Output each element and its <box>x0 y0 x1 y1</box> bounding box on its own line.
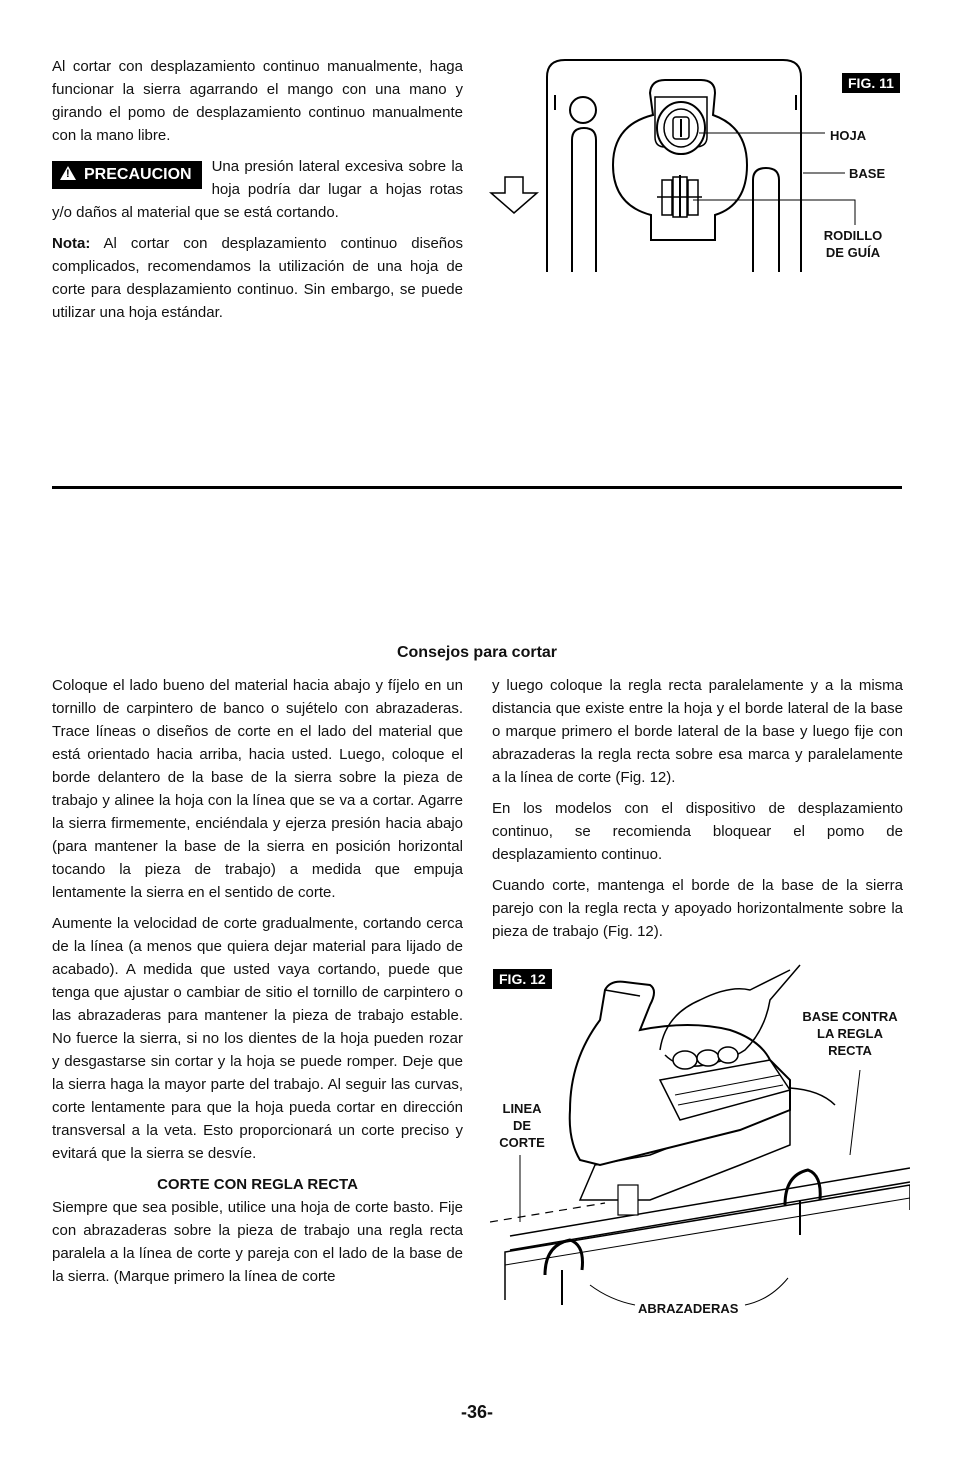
section-divider <box>52 486 902 489</box>
right-paragraph-3: Cuando corte, mantenga el borde de la base de la sierra parejo con la regla recta y apoyado horizontalmente sobre la pieza de trabajo (Fig. 12). <box>492 877 903 940</box>
note-paragraph <box>52 232 463 324</box>
caution-label: PRECAUCION <box>84 166 192 183</box>
label-base-line2: LA REGLA <box>817 1026 883 1041</box>
top-text-column <box>52 55 463 332</box>
caution-text: Una presión lateral excesiva sobre la hoja podría dar lugar a hojas rotas y/o daños al material que se está cortando. <box>52 158 463 221</box>
label-hoja: HOJA <box>830 128 867 143</box>
subheading-straight-edge: CORTE CON REGLA RECTA <box>157 1176 358 1193</box>
left-column <box>52 674 463 1296</box>
figure-12-tag: FIG. 12 <box>493 969 552 989</box>
label-linea-line1: LINEA <box>502 1101 542 1116</box>
left-paragraph-1: Coloque el lado bueno del material hacia abajo y fíjelo en un tornillo de carpintero de banco o sujételo con abrazaderas. Trace líneas o diseños de corte en el lado del material que está orientado hacia arriba, hacia usted. Luego, coloque el borde delantero de la base de la sierra sobre la pieza de trabajo y alinee la hoja con la línea que se va a cortar. Agarre la sierra firmemente, enciéndala y ejerza presión hacia abajo (para mantener la base de la sierra en posición horizontal tocando la pieza de trabajo) a medida que empuja lentamente la sierra en el sentido de corte. <box>52 677 463 901</box>
label-rodillo-line2: DE GUÍA <box>825 245 881 260</box>
figure-12 <box>490 960 910 1320</box>
section-heading: Consejos para cortar <box>396 644 558 661</box>
right-paragraph-2: En los modelos con el dispositivo de desplazamiento continuo, se recomienda bloquear el pomo de desplazamiento continuo. <box>492 800 903 863</box>
label-base-line3: RECTA <box>828 1043 872 1058</box>
label-base-line1: BASE CONTRA <box>802 1009 898 1024</box>
left-paragraph-2: Aumente la velocidad de corte gradualmente, cortando cerca de la línea (a menos que quiera dejar material para lijado de acabado). A medida que usted vaya cortando, puede que tenga que ajustar o cambiar de sitio el tornillo de carpintero o las abrazaderas para mantener la pieza de trabajo estable. No fuerce la sierra, si no los dientes de la hoja pueden rozar y desgastarse sin cortar y la hoja se puede romper. Deje que la sierra haga la mayor parte del trabajo. Al seguir las curvas, corte lentamente para que la hoja pueda cortar en dirección transversal a la veta. Esto proporcionará un corte preciso y evitará que la sierra se desvíe. <box>52 915 463 1162</box>
label-base-contra-regla <box>795 1008 905 1059</box>
left-paragraph-3: Siempre que sea posible, utilice una hoja de corte basto. Fije con abrazaderas sobre la pieza de trabajo una regla recta paralela a la línea de corte y pareja con el lado de la base de la sierra. (Marque primero la línea de corte <box>52 1199 463 1285</box>
down-arrow-icon <box>491 177 537 213</box>
right-paragraph-1: y luego coloque la regla recta paralelamente y a la misma distancia que existe entre la hoja y el borde lateral de la base o marque primero el borde lateral de la base y luego fije con abrazaderas la regla recta sobre esa marca y paralelamente a la línea de corte (Fig. 12). <box>492 677 903 786</box>
label-rodillo-line1: RODILLO <box>823 228 883 243</box>
figure-11 <box>485 55 905 285</box>
note-text: Al cortar con desplazamiento continuo diseños complicados, recomendamos la utilización de una hoja de corte para desplazamiento continuo. Sin embargo, se puede utilizar una hoja estándar. <box>52 235 463 321</box>
label-base: BASE <box>849 166 886 181</box>
label-linea-de-corte <box>492 1100 552 1151</box>
label-linea-line2: DE <box>512 1118 532 1133</box>
caution-block <box>52 155 463 224</box>
label-abrazaderas: ABRAZADERAS <box>638 1301 739 1316</box>
caution-badge <box>52 161 202 189</box>
label-linea-line3: CORTE <box>499 1135 545 1150</box>
right-column <box>492 674 903 951</box>
manual-scroll-paragraph: Al cortar con desplazamiento continuo manualmente, haga funcionar la sierra agarrando el mango con una mano y girando el pomo de desplazamiento continuo manualmente con la mano libre. <box>52 58 463 144</box>
figure-11-tag: FIG. 11 <box>842 73 900 93</box>
label-rodillo <box>815 227 891 261</box>
note-label: Nota: <box>52 235 91 252</box>
warning-icon: ! <box>60 166 76 180</box>
page-number: -36- <box>460 1402 493 1422</box>
